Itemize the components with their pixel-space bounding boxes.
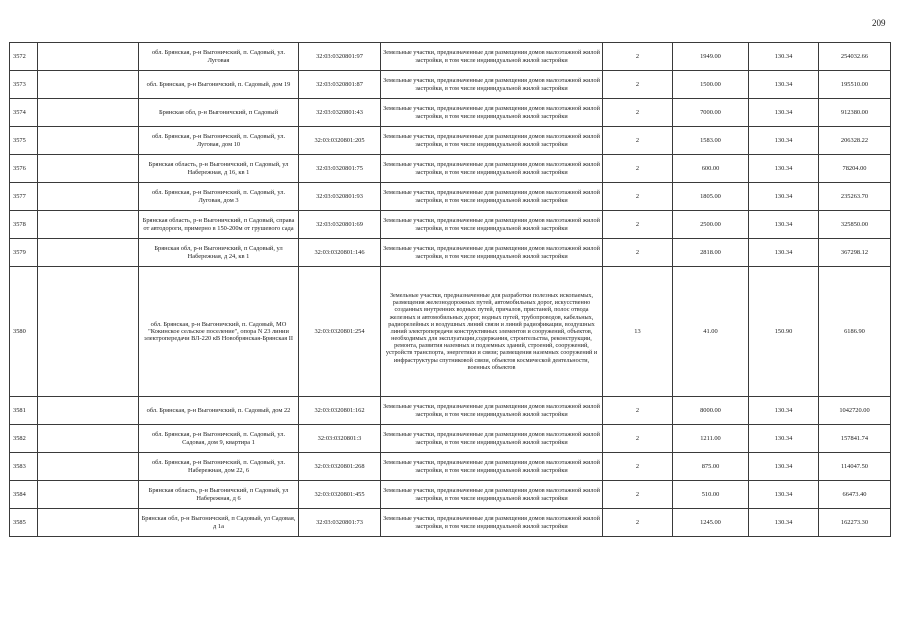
blank-cell (38, 267, 139, 397)
cadastral-value-cell: 66473.40 (819, 481, 891, 509)
blank-cell (38, 397, 139, 425)
table-row (10, 397, 891, 425)
row-number-cell: 3584 (10, 481, 38, 509)
table-row (10, 239, 891, 267)
address-cell: обл. Брянская, р-н Выгоничский, п. Садовый, ул. Луговая, дом 10 (139, 127, 299, 155)
specific-value-cell: 130.34 (749, 239, 819, 267)
group-number-cell: 2 (603, 99, 673, 127)
cadastral-value-cell: 325850.00 (819, 211, 891, 239)
cadastral-number-cell: 32:03:0320801:97 (299, 43, 381, 71)
land-use-purpose-cell: Земельные участки, предназначенные для размещения домов малоэтажной жилой застройки, в том числе индивидуальной жилой застройки (381, 481, 603, 509)
land-use-purpose-cell: Земельные участки, предназначенные для размещения домов малоэтажной жилой застройки, в том числе индивидуальной жилой застройки (381, 211, 603, 239)
specific-value-cell: 130.34 (749, 509, 819, 537)
specific-value-cell: 130.34 (749, 155, 819, 183)
area-cell: 2500.00 (673, 211, 749, 239)
cadastral-value-cell: 1042720.00 (819, 397, 891, 425)
address-cell: обл. Брянская, р-н Выгоничский, п. Садовый, дом 22 (139, 397, 299, 425)
cadastral-number-cell: 32:03:0320801:3 (299, 425, 381, 453)
group-number-cell: 2 (603, 43, 673, 71)
group-number-cell: 2 (603, 509, 673, 537)
specific-value-cell: 150.90 (749, 267, 819, 397)
address-cell: Брянская обл, р-н Выгоничский, п Садовый (139, 99, 299, 127)
area-cell: 1245.00 (673, 509, 749, 537)
cadastral-number-cell: 32:03:0320801:455 (299, 481, 381, 509)
blank-cell (38, 183, 139, 211)
address-cell: Брянская область, р-н Выгоничский, п Садовый, ул Набережная, д 16, кв 1 (139, 155, 299, 183)
group-number-cell: 13 (603, 267, 673, 397)
blank-cell (38, 239, 139, 267)
area-cell: 1805.00 (673, 183, 749, 211)
blank-cell (38, 481, 139, 509)
blank-cell (38, 71, 139, 99)
land-use-purpose-cell: Земельные участки, предназначенные для размещения домов малоэтажной жилой застройки, в том числе индивидуальной жилой застройки (381, 239, 603, 267)
cadastral-value-cell: 78204.00 (819, 155, 891, 183)
cadastral-value-cell: 206328.22 (819, 127, 891, 155)
blank-cell (38, 509, 139, 537)
specific-value-cell: 130.34 (749, 425, 819, 453)
address-cell: Брянская обл, р-н Выгоничский, п Садовый, ул Набережная, д 24, кв 1 (139, 239, 299, 267)
area-cell: 41.00 (673, 267, 749, 397)
area-cell: 510.00 (673, 481, 749, 509)
blank-cell (38, 43, 139, 71)
row-number-cell: 3578 (10, 211, 38, 239)
land-use-purpose-cell: Земельные участки, предназначенные для размещения домов малоэтажной жилой застройки, в том числе индивидуальной жилой застройки (381, 155, 603, 183)
row-number-cell: 3585 (10, 509, 38, 537)
cadastral-number-cell: 32:03:0320801:69 (299, 211, 381, 239)
land-use-purpose-cell: Земельные участки, предназначенные для размещения домов малоэтажной жилой застройки, в том числе индивидуальной жилой застройки (381, 127, 603, 155)
table-row (10, 453, 891, 481)
row-number-cell: 3576 (10, 155, 38, 183)
area-cell: 1949.00 (673, 43, 749, 71)
table-row (10, 71, 891, 99)
row-number-cell: 3572 (10, 43, 38, 71)
page-number: 209 (872, 18, 886, 28)
row-number-cell: 3583 (10, 453, 38, 481)
blank-cell (38, 99, 139, 127)
cadastral-number-cell: 32:03:0320801:146 (299, 239, 381, 267)
blank-cell (38, 425, 139, 453)
specific-value-cell: 130.34 (749, 397, 819, 425)
cadastral-number-cell: 32:03:0320801:162 (299, 397, 381, 425)
group-number-cell: 2 (603, 183, 673, 211)
cadastral-number-cell: 32:03:0320801:75 (299, 155, 381, 183)
row-number-cell: 3573 (10, 71, 38, 99)
cadastral-value-cell: 912380.00 (819, 99, 891, 127)
address-cell: обл. Брянская, р-н Выгоничский, п. Садовый, МО "Кокинское сельское поселение", опора N 23 линии электропередачи ВЛ-220 кВ Новобрянская-Брянская II (139, 267, 299, 397)
blank-cell (38, 453, 139, 481)
address-cell: обл. Брянская, р-н Выгоничский, п. Садовый, ул. Набережная, дом 22, 6 (139, 453, 299, 481)
cadastral-number-cell: 32:03:0320801:73 (299, 509, 381, 537)
land-use-purpose-cell: Земельные участки, предназначенные для размещения домов малоэтажной жилой застройки, в том числе индивидуальной жилой застройки (381, 43, 603, 71)
row-number-cell: 3582 (10, 425, 38, 453)
land-use-purpose-cell: Земельные участки, предназначенные для размещения домов малоэтажной жилой застройки, в том числе индивидуальной жилой застройки (381, 71, 603, 99)
group-number-cell: 2 (603, 397, 673, 425)
row-number-cell: 3574 (10, 99, 38, 127)
area-cell: 600.00 (673, 155, 749, 183)
specific-value-cell: 130.34 (749, 453, 819, 481)
table-row (10, 267, 891, 397)
group-number-cell: 2 (603, 127, 673, 155)
table-row (10, 127, 891, 155)
specific-value-cell: 130.34 (749, 211, 819, 239)
land-use-purpose-cell: Земельные участки, предназначенные для размещения домов малоэтажной жилой застройки, в том числе индивидуальной жилой застройки (381, 453, 603, 481)
table-row (10, 99, 891, 127)
address-cell: Брянская область, р-н Выгоничский, п Садовый, справа от автодороги, примерно в 150-200м от грушевого сада (139, 211, 299, 239)
specific-value-cell: 130.34 (749, 71, 819, 99)
blank-cell (38, 155, 139, 183)
group-number-cell: 2 (603, 239, 673, 267)
land-use-purpose-cell: Земельные участки, предназначенные для размещения домов малоэтажной жилой застройки, в том числе индивидуальной жилой застройки (381, 183, 603, 211)
table-row (10, 43, 891, 71)
row-number-cell: 3581 (10, 397, 38, 425)
group-number-cell: 2 (603, 155, 673, 183)
cadastral-number-cell: 32:03:0320801:205 (299, 127, 381, 155)
specific-value-cell: 130.34 (749, 99, 819, 127)
cadastral-value-cell: 235263.70 (819, 183, 891, 211)
address-cell: обл. Брянская, р-н Выгоничский, п. Садовый, дом 19 (139, 71, 299, 99)
cadastral-value-cell: 114047.50 (819, 453, 891, 481)
specific-value-cell: 130.34 (749, 43, 819, 71)
land-use-purpose-cell: Земельные участки, предназначенные для размещения домов малоэтажной жилой застройки, в том числе индивидуальной жилой застройки (381, 425, 603, 453)
table-row (10, 211, 891, 239)
row-number-cell: 3575 (10, 127, 38, 155)
cadastral-number-cell: 32:03:0320801:93 (299, 183, 381, 211)
address-cell: обл. Брянская, р-н Выгоничский, п. Садовый, ул. Садовая, дом 9, квартира 1 (139, 425, 299, 453)
group-number-cell: 2 (603, 71, 673, 99)
row-number-cell: 3579 (10, 239, 38, 267)
cadastral-value-cell: 254032.66 (819, 43, 891, 71)
address-cell: обл. Брянская, р-н Выгоничский, п. Садовый, ул. Луговая, дом 3 (139, 183, 299, 211)
blank-cell (38, 127, 139, 155)
cadastral-value-cell: 367298.12 (819, 239, 891, 267)
area-cell: 1211.00 (673, 425, 749, 453)
cadastral-value-cell: 157841.74 (819, 425, 891, 453)
cadastral-value-cell: 6186.90 (819, 267, 891, 397)
group-number-cell: 2 (603, 481, 673, 509)
address-cell: обл. Брянская, р-н Выгоничский, п. Садовый, ул. Луговая (139, 43, 299, 71)
cadastral-number-cell: 32:03:0320801:254 (299, 267, 381, 397)
blank-cell (38, 211, 139, 239)
row-number-cell: 3580 (10, 267, 38, 397)
land-use-purpose-cell: Земельные участки, предназначенные для разработки полезных ископаемых, размещения железнодорожных путей, автомобильных дорог, искусственно созданных внутренних водных путей, причалов, пристаней, полос отвода железных и автомобильных дорог, водных путей, трубопроводов, кабельных, радиорелейных и воздушных линий связи и линий радиофикации, воздушных линий электропередачи конструктивных элементов и сооружений, объектов, необходимых для эксплуатации,содержания, строительства, реконструкции, ремонта, развития наземных и подземных зданий, строений, сооружений, устройств транспорта, энергетики и связи; размещения наземных сооружений и инфраструктуры спутниковой связи, объектов космической деятельности, военных объектов (381, 267, 603, 397)
table-row (10, 481, 891, 509)
table-row (10, 155, 891, 183)
cadastral-number-cell: 32:03:0320801:87 (299, 71, 381, 99)
specific-value-cell: 130.34 (749, 183, 819, 211)
area-cell: 1583.00 (673, 127, 749, 155)
cadastral-number-cell: 32:03:0320801:268 (299, 453, 381, 481)
specific-value-cell: 130.34 (749, 481, 819, 509)
table-row (10, 183, 891, 211)
row-number-cell: 3577 (10, 183, 38, 211)
cadastral-number-cell: 32:03:0320801:43 (299, 99, 381, 127)
area-cell: 8000.00 (673, 397, 749, 425)
table-row (10, 509, 891, 537)
area-cell: 2818.00 (673, 239, 749, 267)
specific-value-cell: 130.34 (749, 127, 819, 155)
cadastral-value-table (9, 42, 891, 537)
cadastral-value-cell: 195510.00 (819, 71, 891, 99)
table-row (10, 425, 891, 453)
group-number-cell: 2 (603, 425, 673, 453)
area-cell: 875.00 (673, 453, 749, 481)
group-number-cell: 2 (603, 453, 673, 481)
cadastral-value-cell: 162273.30 (819, 509, 891, 537)
group-number-cell: 2 (603, 211, 673, 239)
land-use-purpose-cell: Земельные участки, предназначенные для размещения домов малоэтажной жилой застройки, в том числе индивидуальной жилой застройки (381, 397, 603, 425)
address-cell: Брянская обл, р-н Выгоничский, п Садовый, ул Садовая, д 1а (139, 509, 299, 537)
land-use-purpose-cell: Земельные участки, предназначенные для размещения домов малоэтажной жилой застройки, в том числе индивидуальной жилой застройки (381, 509, 603, 537)
land-use-purpose-cell: Земельные участки, предназначенные для размещения домов малоэтажной жилой застройки, в том числе индивидуальной жилой застройки (381, 99, 603, 127)
area-cell: 7000.00 (673, 99, 749, 127)
address-cell: Брянская область, р-н Выгоничский, п Садовый, ул Набережная, д 6 (139, 481, 299, 509)
area-cell: 1500.00 (673, 71, 749, 99)
